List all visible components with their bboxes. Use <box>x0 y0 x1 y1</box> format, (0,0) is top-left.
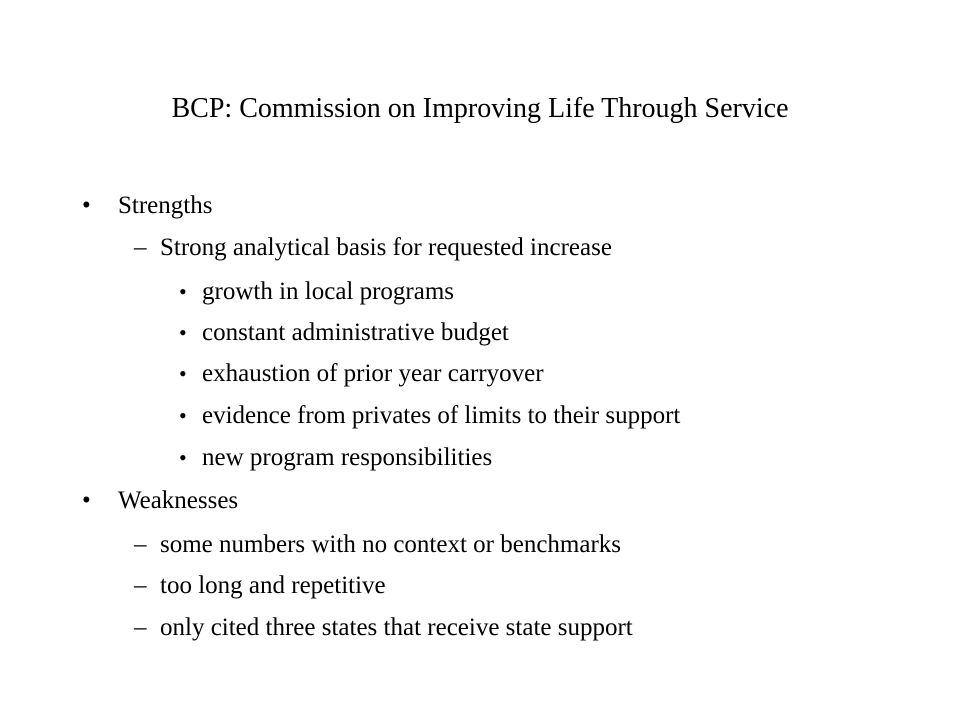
bullet-marker: • <box>179 279 187 304</box>
sub-bullet-label: too long and repetitive <box>160 572 386 599</box>
sub-bullet-label: Strong analytical basis for requested increase <box>160 234 612 261</box>
sub-bullet-label: some numbers with no context or benchmarks <box>160 531 622 558</box>
sub-sub-bullet-label: evidence from privates of limits to their support <box>202 402 681 429</box>
bullet-marker: • <box>82 487 91 514</box>
dash-marker: – <box>134 614 147 641</box>
bullet-marker: • <box>179 361 187 386</box>
dash-marker: – <box>134 572 147 599</box>
bullet-marker: • <box>179 445 187 470</box>
sub-sub-bullet-label: new program responsibilities <box>202 444 493 471</box>
bullet-marker: • <box>179 320 187 345</box>
dash-marker: – <box>134 234 147 261</box>
sub-sub-bullet-label: constant administrative budget <box>202 319 509 346</box>
dash-marker: – <box>134 531 147 558</box>
sub-sub-bullet-label: exhaustion of prior year carryover <box>202 360 544 387</box>
bullet-label: Weaknesses <box>118 487 239 514</box>
sub-bullet-label: only cited three states that receive state support <box>160 614 633 641</box>
slide-title: BCP: Commission on Improving Life Through Service <box>171 93 789 124</box>
bullet-label: Strengths <box>118 192 213 219</box>
sub-sub-bullet-label: growth in local programs <box>202 278 455 305</box>
bullet-marker: • <box>179 403 187 428</box>
bullet-marker: • <box>82 192 91 219</box>
